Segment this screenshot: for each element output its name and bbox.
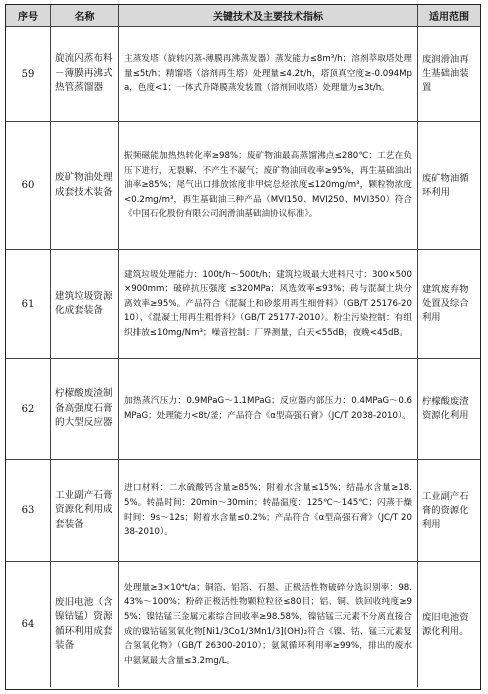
row-63-index: 63 [6, 460, 51, 562]
row-64-tech: 处理量≥3×10⁴t/a；铜箔、铝箔、石墨、正极活性物破碎分选识别率：98.43%～100%；粉碎正极活性物颗粒粒径≤80目；铝、铜、铁回收纯度≥95%；镍钴锰三金属元素综合回收率≥98.58%，镍钴锰三元素不分离直接合成的镍钴锰氢氧化物[Ni1/3Co1/3Mn1/3](OH)₂符合《镍、钴、锰三元素复合氢氧化物》（GB/T 26300-2010）；氨氮循环利用率≥99%，排出的废水中氨氮最大含量≤3.2mg/L。 [119, 562, 418, 687]
row-64-name: 废旧电池（含镍钴锰）资源循环利用成套装备 [51, 562, 119, 687]
row-62-scope: 柠檬酸废渣资源化利用 [418, 359, 480, 460]
row-64-scope: 废旧电池资源化利用。 [422, 611, 469, 637]
row-59-index: 59 [6, 27, 51, 122]
row-60-name: 废矿物油处理成套技术装备 [51, 122, 119, 250]
row-61-tech: 建筑垃圾处理能力：100t/h～500t/h；建筑垃圾最大进料尺寸：300×500×900mm；破碎抗压强度 ≤320MPa；风选效率≤93%；砖与混凝土块分离效率≥95%。产品符合《混凝土和砂浆用再生细骨料》（GB/T 25176-2010）、《混凝土用再生粗骨料》（GB/T 25177-2010）。粉尘污染控制：有组织排放≤10mg/Nm³；噪音控制：厂界测量，白天<55dB，夜晚<45dB。 [119, 250, 418, 359]
row-61-scope: 建筑废弃物处置及综合利用 [418, 250, 480, 359]
row-60-scope: 废矿物油循环利用 [418, 122, 480, 250]
row-59-tech: 主蒸发塔（旋转闪蒸-薄膜再沸蒸发器）蒸发能力≤8m³/h；溶剂萃取塔处理量≤5t/h；精馏塔（溶剂再生塔）处理量≤4.2t/h，塔顶真空度≥-0.094Mpa，色度<1；一体式升降膜蒸发装置（溶剂回收塔）处理量为≤3t/h。 [119, 27, 418, 122]
header-tech: 关键技术及主要技术指标 [119, 5, 418, 27]
row-59-scope: 废润滑油再生基础油装置 [418, 27, 480, 122]
row-61-index: 61 [6, 250, 51, 359]
header-scope: 适用范围 [418, 5, 480, 27]
row-60-tech: 振频磁能加热热转化率≥98%；废矿物油最高蒸馏沸点≤280℃；工艺在负压下进行，无裂解、不产生不凝气；废矿物油回收率≥95%，再生基础油出油率≥85%；尾气出口排放浓度非甲烷总烃浓度≤120mg/m³，颗粒物浓度<0.2mg/m³，再生基础油三种产品（MVI150、MVI250、MVI350）符合《中国石化股份有限公司润滑油基础油协议标准》。 [119, 122, 418, 250]
row-60-index: 60 [6, 122, 51, 250]
row-63-name: 工业副产石膏资源化利用成套装备 [51, 460, 119, 562]
row-63-tech: 进口材料：二水硫酸钙含量≥85%；附着水含量≤15%；结晶水含量≥18.5%。转晶时间：20min～30min；转晶温度：125℃～145℃；闪蒸干燥时间：9s～12s；附着水含量≤0.2%；产品符合《α型高强石膏》（JC/T 2038-2010）。 [119, 460, 418, 562]
row-64-index: 64 [6, 562, 51, 687]
row-59-name: 旋流闪蒸布料－薄膜再沸式热管蒸馏器 [51, 27, 119, 122]
header-name: 名称 [51, 5, 119, 27]
technology-table [5, 4, 481, 690]
row-62-index: 62 [6, 359, 51, 460]
row-63-scope: 工业副产石膏的资源化利用 [418, 460, 480, 562]
row-61-name: 建筑垃圾资源化成套装备 [51, 250, 119, 359]
header-index: 序号 [6, 5, 51, 27]
row-62-name: 柠檬酸废渣制备高强度石膏的大型反应器 [51, 359, 119, 460]
row-62-tech: 加热蒸汽压力：0.9MPaG～1.1MPaG；反应器内部压力：0.4MPaG～0.6MPaG；处理能力<8t/釜；产品符合《α型高强石膏》（JC/T 2038-2010）。 [119, 359, 418, 460]
